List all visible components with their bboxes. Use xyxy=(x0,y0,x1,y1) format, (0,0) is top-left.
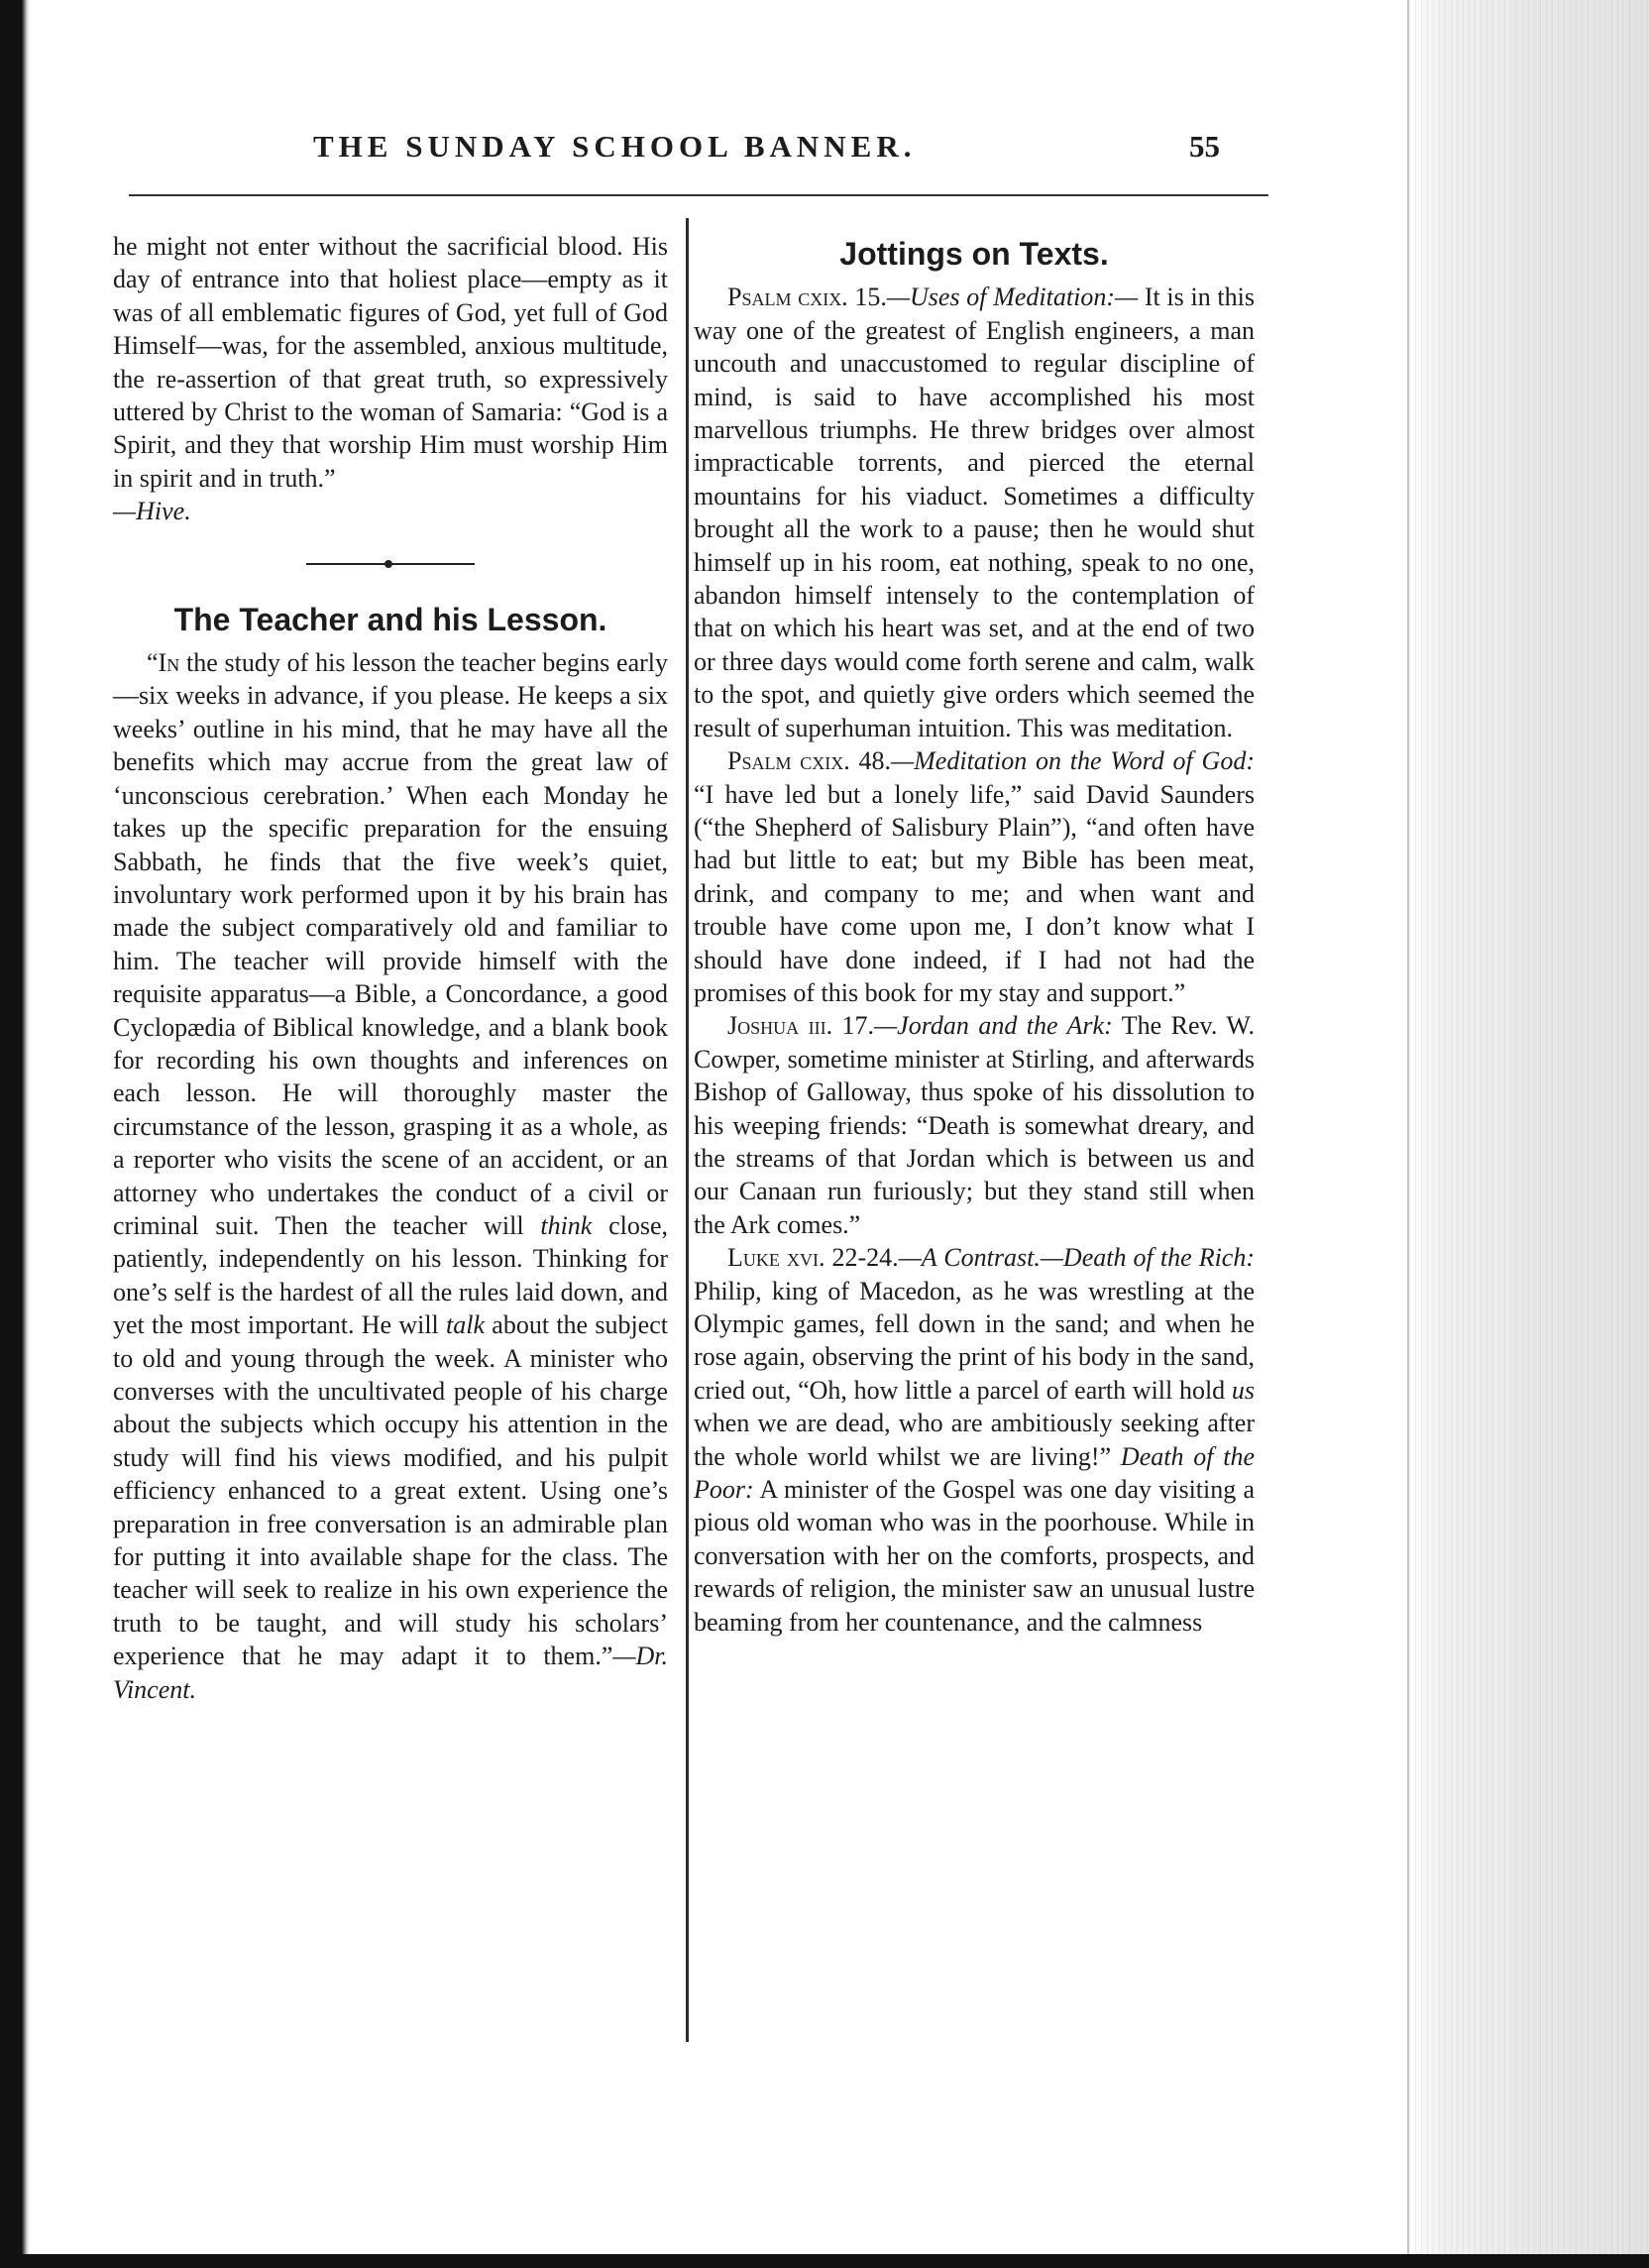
jotting-body: when we are dead, who are ambitiously seeking after the whole world whilst we are living!” xyxy=(694,1409,1255,1471)
jotting-reference: Psalm cxix. 48. xyxy=(727,746,892,776)
jotting-entry xyxy=(694,1009,1255,1241)
article-emphasis-think: think xyxy=(540,1210,593,1240)
jotting-topic: —A Contrast.—Death of the Rich: xyxy=(898,1243,1255,1273)
running-head-title: THE SUNDAY SCHOOL BANNER. xyxy=(313,129,917,164)
jotting-reference: Joshua iii. 17. xyxy=(727,1011,875,1041)
continued-paragraph-text: he might not enter without the sacrificial blood. His day of entrance into that holiest place—empty as it was of all emblematic figures of God, yet full of God Himself—was, for the assembled, anxious multitude, the re-assertion of that great truth, so expressively uttered by Christ to the woman of Samaria: “God is a Spirit, and they that worship Him must worship Him in spirit and in truth.” xyxy=(113,232,668,493)
right-column xyxy=(694,230,1255,1639)
header-rule xyxy=(129,194,1268,196)
section-title-teacher: The Teacher and his Lesson. xyxy=(173,601,607,637)
jotting-reference: Luke xvi. 22-24. xyxy=(727,1243,899,1273)
open-quote: “ xyxy=(147,648,159,678)
jotting-body: A minister of the Gospel was one day visiting a pious old woman who was in the poorhouse. While in conversation with her on the comforts, prospects, and rewards of religion, the minister saw an unusual lustre beaming from her countenance, and the calmness xyxy=(694,1475,1255,1637)
jotting-body: The Rev. W. Cowper, sometime minister at Stirling, and afterwards Bishop of Galloway, thus spoke of his dissolution to his weeping friends: “Death is somewhat dreary, and the streams of that Jordan which is between us and our Canaan run furiously; but they stand still when the Ark comes.” xyxy=(694,1011,1255,1239)
continued-paragraph xyxy=(113,230,668,528)
lead-word: In xyxy=(158,648,180,678)
jotting-topic: —Meditation on the Word of God: xyxy=(891,746,1255,776)
jotting-topic: —Jordan and the Ark: xyxy=(874,1011,1113,1041)
jotting-body: It is in this way one of the greatest of English engineers, a man uncouth and unaccustomed to regular discipline of mind, is said to have accomplished his most marvellous triumphs. He threw bridges over almost impracticable torrents, and pierced the eternal mountains for his viaduct. Sometimes a difficulty brought all the work to a pause; then he would shut himself up in his room, eat nothing, speak to no one, abandon himself intensely to the contemplation of that on which his heart was set, and at the end of two or three days would come forth serene and calm, walk to the spot, and quietly give orders which seemed the result of superhuman intuition. This was meditation. xyxy=(694,283,1255,742)
scan-border-bottom xyxy=(0,2254,1649,2268)
jotting-topic-secondary: Death of the Poor: xyxy=(694,1441,1256,1505)
article-text-1: the study of his lesson the teacher begins early—six weeks in advance, if you please. He keeps a six weeks’ outline in his mind, that he may have all the benefits which may accrue from the great law of ‘unconscious cerebration.’ When each Monday he takes up the specific preparation for the ensuing Sabbath, he finds that the five week’s quiet, involuntary work performed upon it by his brain has made the subject comparatively old and familiar to him. The teacher will provide himself with the requisite apparatus—a Bible, a Concordance, a good Cyclopædia of Biblical knowledge, and a blank book for recording his own thoughts and inferences on each lesson. He will thoroughly master the circumstance of the lesson, grasping it as a whole, as a reporter who visits the scene of an accident, or an attorney who undertakes the conduct of a civil or criminal suit. Then the teacher will xyxy=(113,648,668,1240)
page-number: 55 xyxy=(1189,129,1220,164)
jotting-entry xyxy=(694,281,1255,744)
jotting-reference: Psalm cxix. 15. xyxy=(727,283,887,312)
jotting-entry xyxy=(694,1241,1255,1639)
article-text-3: about the subject to old and young through the week. A minister who converses with the uncultivated people of his charge about the subjects which occupy his attention in the study will find his views modified, and his pulpit efficiency enhanced to a great extent. Using one’s preparation in free conversation is an admirable plan for putting it into available shape for the class. The teacher will seek to realize in his own experience the truth to be taught, and will study his scholars’ experience that he may adapt it to them.” xyxy=(113,1310,668,1671)
article-text-2: close, patiently, independently on his lesson. Thinking for one’s self is the hardest of all the rules laid down, and yet the most important. He will xyxy=(113,1210,669,1340)
scan-border-left xyxy=(0,0,30,2268)
section-title-jottings: Jottings on Texts. xyxy=(839,236,1109,272)
continued-attribution: —Hive. xyxy=(113,497,191,526)
jotting-entry xyxy=(694,744,1255,1009)
jotting-emphasis: us xyxy=(1231,1375,1255,1405)
jotting-body: Philip, king of Macedon, as he was wrestling at the Olympic games, fell down in the sand; and when he rose again, observing the print of his body in the sand, cried out, “Oh, how little a parcel of earth will hold xyxy=(694,1276,1255,1405)
article-emphasis-talk: talk xyxy=(446,1310,486,1340)
left-column xyxy=(113,230,668,1706)
teacher-article-paragraph xyxy=(113,646,668,1706)
jotting-topic: —Uses of Meditation:— xyxy=(886,283,1139,312)
book-page-edges xyxy=(1407,0,1649,2268)
ornament-divider xyxy=(306,560,475,568)
jotting-body: “I have led but a lonely life,” said David Saunders (“the Shepherd of Salisbury Plain”), “and often have had but little to eat; but my Bible has been meat, drink, and company to me; and when want and trouble have come upon me, I don’t know what I should have done indeed, if I had not had the promises of this book for my stay and support.” xyxy=(694,779,1255,1007)
column-divider xyxy=(686,218,689,2042)
article-attribution: —Dr. Vincent. xyxy=(113,1642,668,1704)
